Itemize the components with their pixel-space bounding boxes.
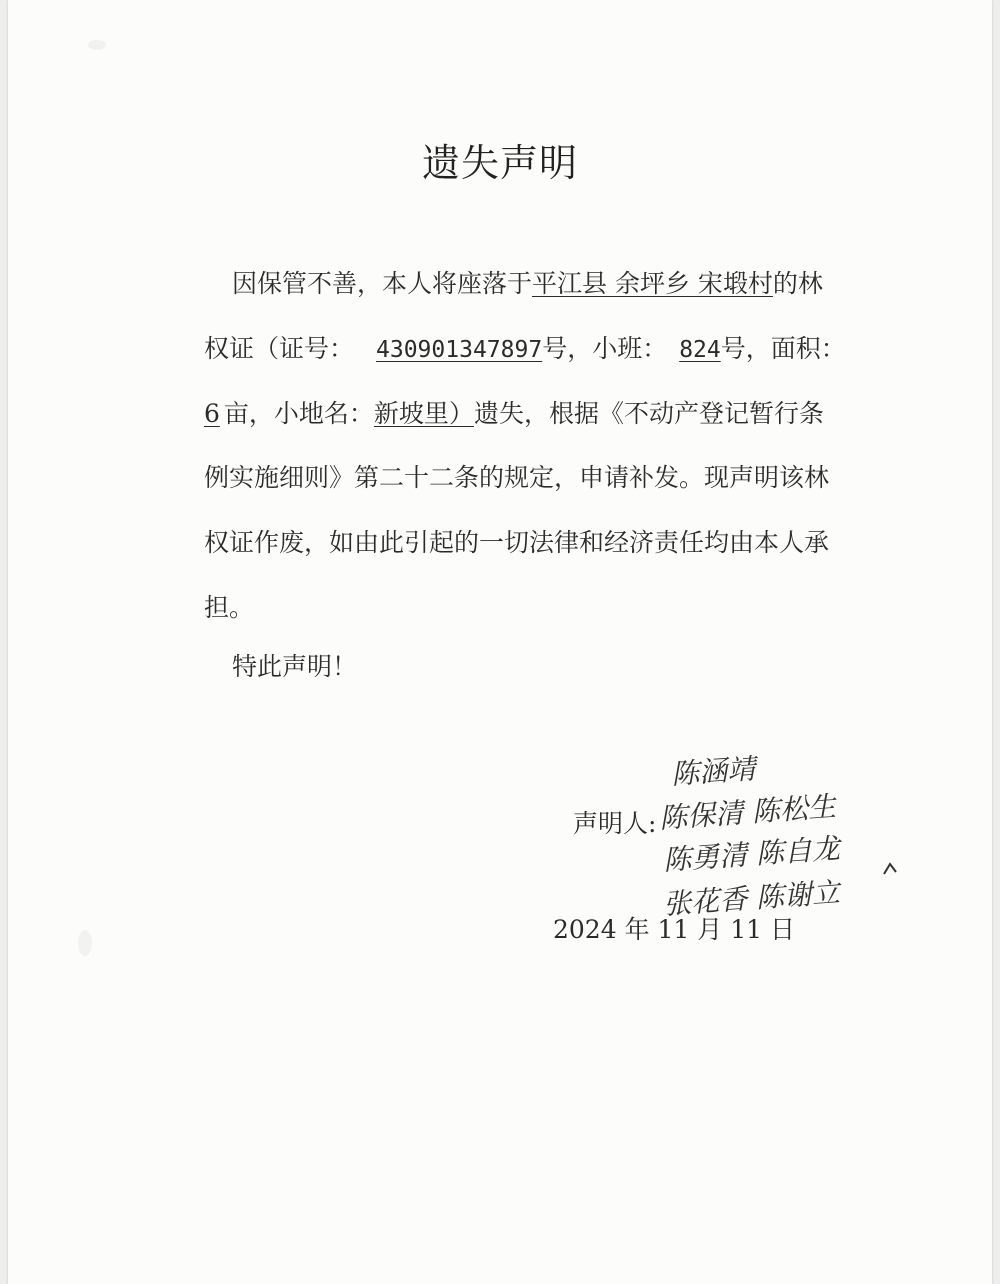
area-field: 6 <box>204 399 220 428</box>
signature-line-2: 陈保清 陈松生 <box>658 789 837 835</box>
signature-flourish <box>884 864 896 874</box>
body-line-4: 例实施细则》第二十二条的规定，申请补发。现声明该林 <box>204 463 830 492</box>
location-field: 平江县 余坪乡 宋塅村 <box>532 269 773 298</box>
body-text: 的林 <box>772 269 823 298</box>
body-line-6: 担。 <box>204 593 255 622</box>
body-text: 号，面积： <box>720 334 846 363</box>
body-text: 号，小班： <box>542 334 668 363</box>
declaration-date: 2024 年 11 月 11 日 <box>553 915 795 944</box>
closing-statement: 特此声明！ <box>232 652 358 681</box>
document-page <box>8 0 992 1284</box>
document-title: 遗失声明 <box>421 141 578 185</box>
body-text: 遗失，根据《不动产登记暂行条 <box>473 399 824 428</box>
certificate-number-field: 430901347897 <box>376 337 543 363</box>
body-text: 亩，小地名： <box>223 399 374 428</box>
body-line-3 <box>204 398 824 430</box>
place-name-field: 新坡里） <box>373 399 474 428</box>
body-line-1 <box>232 268 823 300</box>
body-text: 权证（证号： <box>204 334 355 363</box>
lot-number-field: 824 <box>679 337 721 363</box>
body-text: 因保管不善，本人将座落于 <box>232 269 533 298</box>
body-line-5: 权证作废，如由此引起的一切法律和经济责任均由本人承 <box>204 528 830 557</box>
signature-line-3: 陈勇清 陈自龙 <box>662 831 841 877</box>
signature-line-4: 张花香 陈谢立 <box>662 875 841 921</box>
signature-line-1: 陈涵靖 <box>670 752 757 791</box>
paper-speck <box>78 930 92 956</box>
body-line-2 <box>204 333 846 366</box>
declarant-label: 声明人: <box>573 809 657 838</box>
paper-speck <box>88 40 106 50</box>
